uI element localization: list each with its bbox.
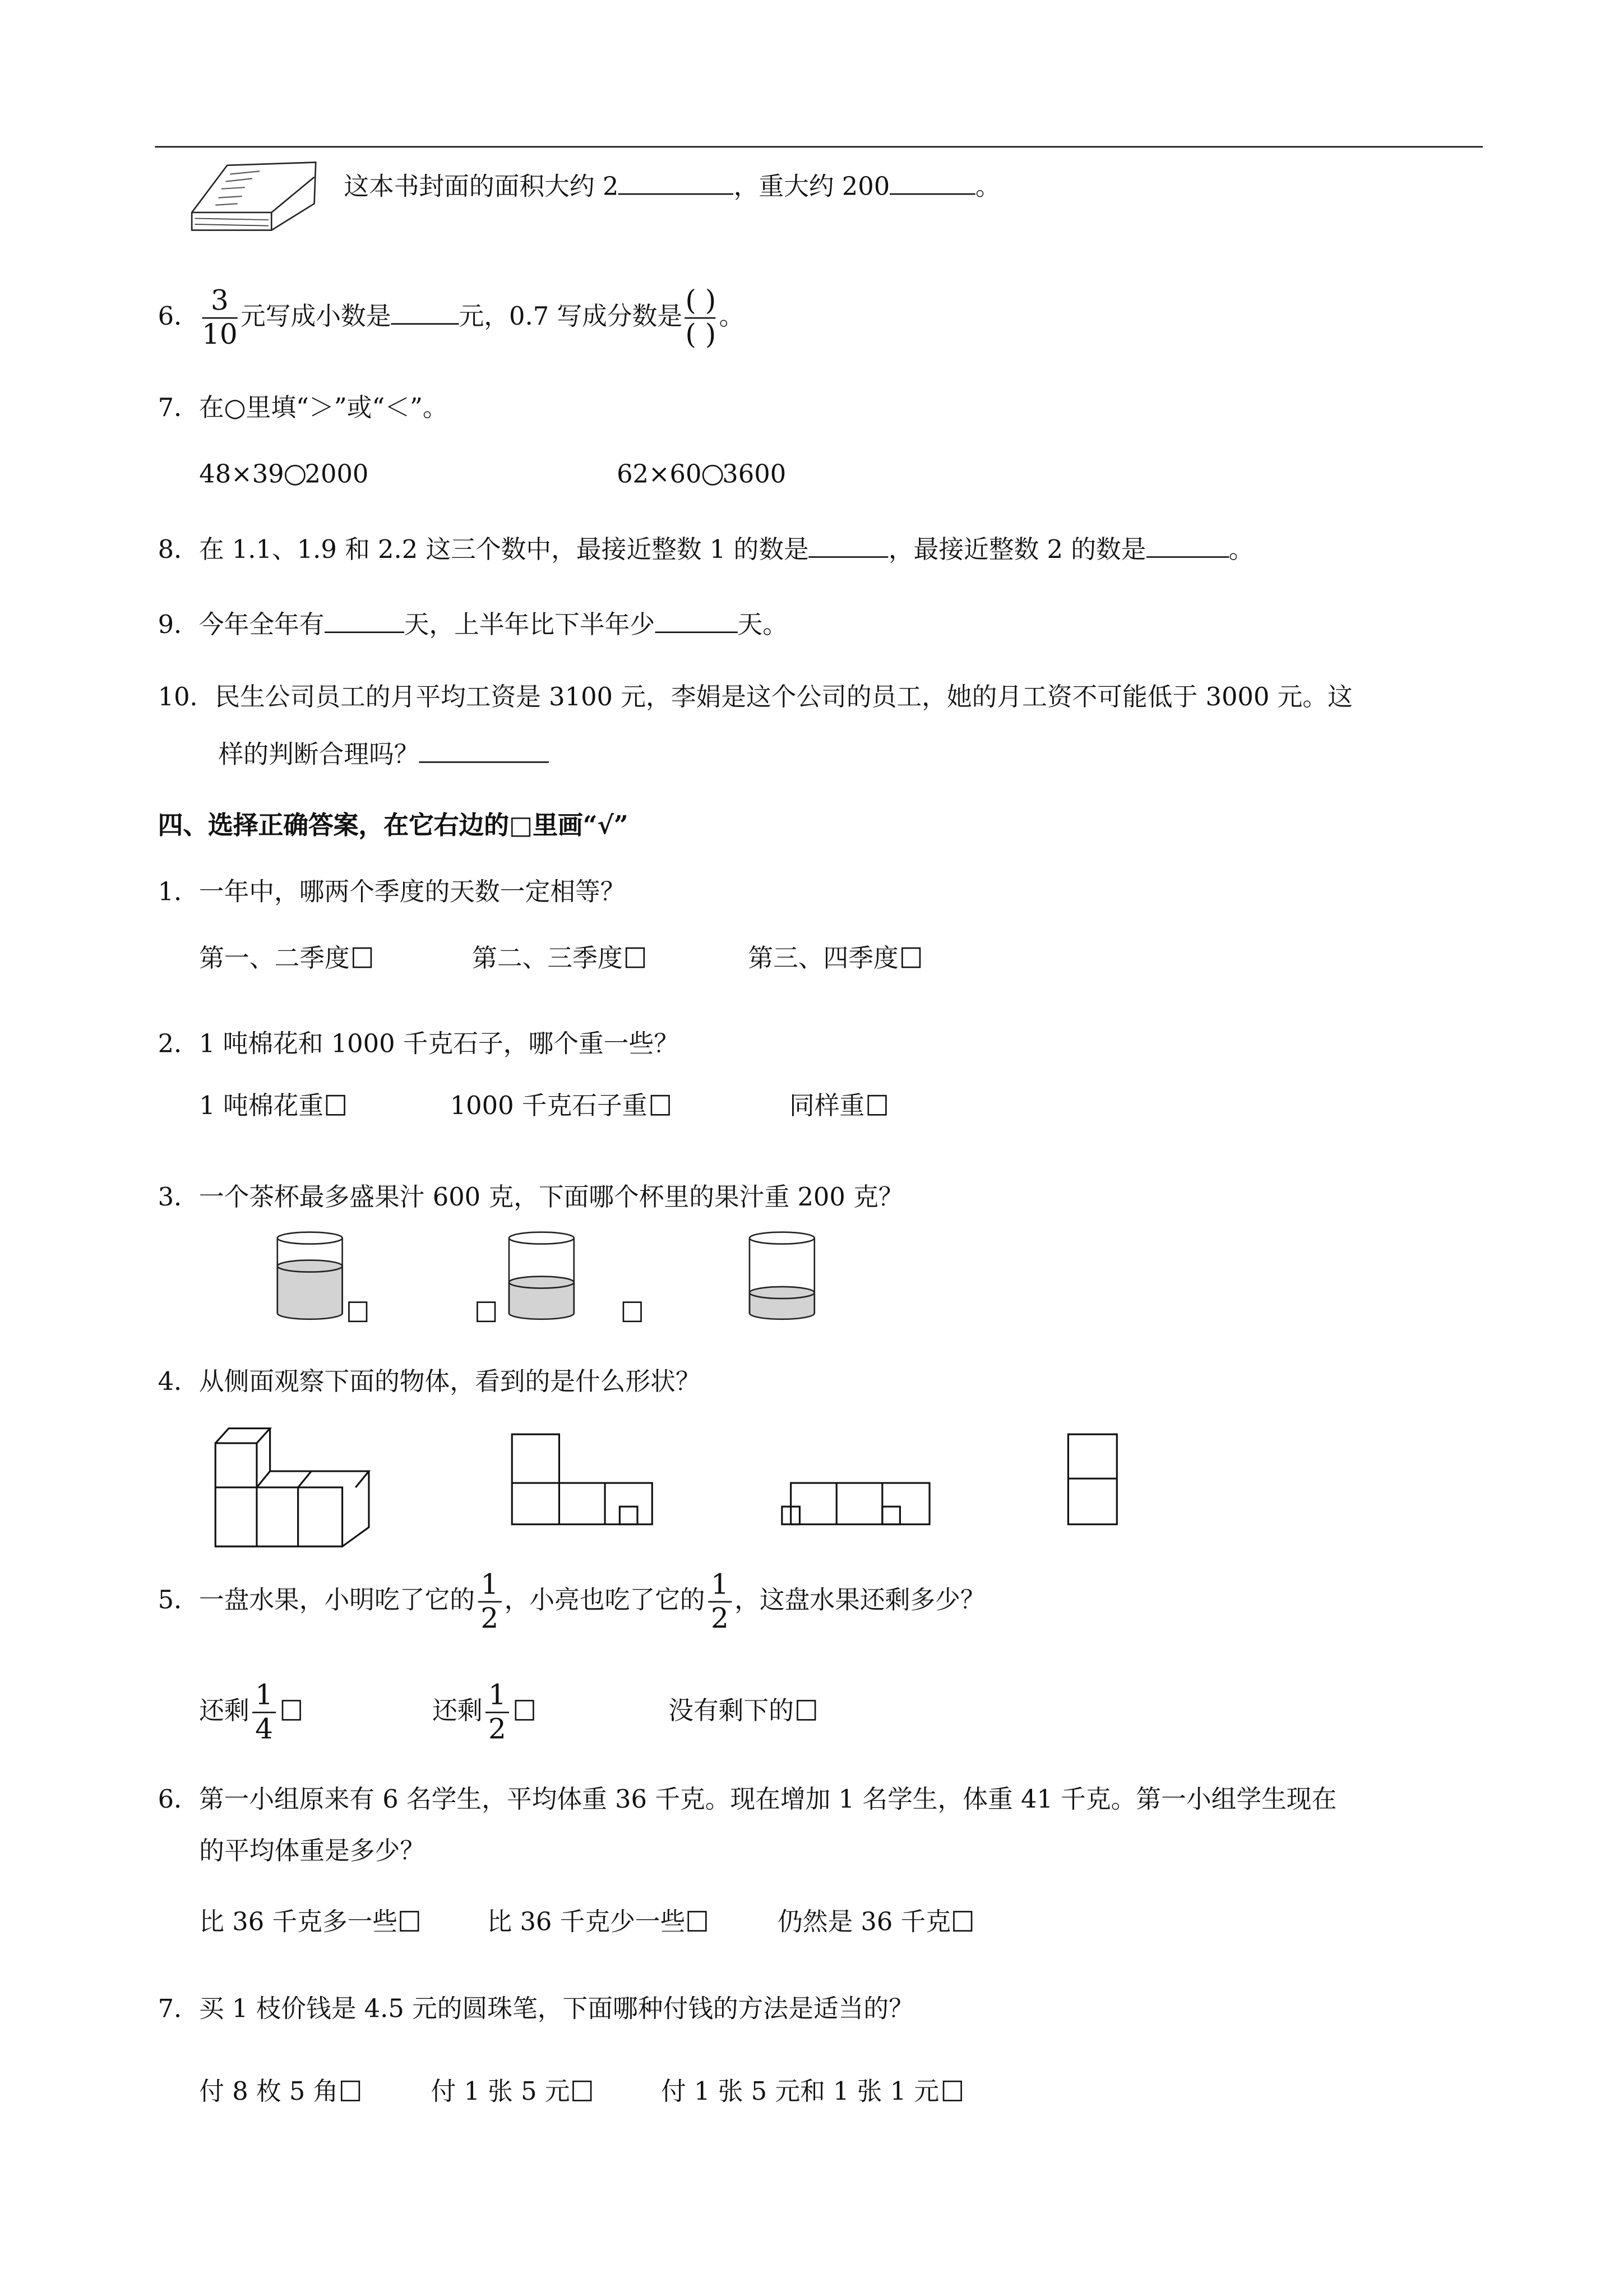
checkbox[interactable] (573, 2081, 592, 2101)
book-illustration (186, 159, 322, 236)
answer-blank[interactable] (419, 735, 549, 763)
checkbox[interactable] (688, 1911, 708, 1932)
option: 仍然是 36 千克 (778, 1905, 973, 1941)
answer-blank[interactable] (1146, 530, 1228, 558)
option: 1000 千克石子重 (450, 1089, 669, 1124)
checkbox[interactable] (326, 1095, 345, 1116)
option: 还剩 $\frac{1}{4}$ (199, 1675, 301, 1749)
compare-2: 62×60 3600 (617, 460, 787, 490)
checkbox[interactable] (348, 1301, 367, 1322)
option: 1 吨棉花重 (199, 1089, 345, 1124)
checkbox[interactable] (282, 1700, 301, 1721)
choice-6: 6．第一小组原来有 6 名学生，平均体重 36 千克。现在增加 1 名学生，体重 41 千克。第一小组学生现在 (158, 1785, 1337, 1815)
checkbox[interactable] (867, 1095, 886, 1116)
option: 付 1 张 5 元和 1 张 1 元 (661, 2075, 961, 2110)
checkbox[interactable] (515, 1700, 534, 1721)
question-10-cont: 样的判断合理吗？ (219, 735, 549, 770)
answer-blank[interactable] (325, 605, 404, 633)
question-10: 10．民生公司员工的月平均工资是 3100 元，李娟是这个公司的员工，她的月工资不可能低于 3000 元。这 (158, 683, 1353, 713)
cubes-illustration (206, 1417, 1136, 1557)
option: 比 36 千克少一些 (487, 1905, 707, 1941)
fraction-3-10: $\frac{3}{10}$ (202, 284, 238, 352)
answer-blank[interactable] (655, 605, 737, 633)
option: 第二、三季度 (472, 941, 645, 977)
option: 没有剩下的 (668, 1694, 816, 1729)
section-4-title: 四、选择正确答案，在它右边的□里画“√” (158, 811, 628, 842)
option: 比 36 千克多一些 (199, 1905, 419, 1941)
circle-blank[interactable] (284, 465, 305, 486)
choice-6-cont: 的平均体重是多少？ (199, 1837, 425, 1867)
option: 第一、二季度 (199, 941, 372, 977)
option: 还剩 $\frac{1}{2}$ (432, 1675, 534, 1749)
solid-figure (215, 1429, 369, 1547)
answer-blank[interactable] (809, 530, 889, 558)
checkbox[interactable] (942, 2081, 961, 2101)
question-9: 9．今年全年有 天，上半年比下半年少 天。 (158, 605, 788, 640)
option: 第三、四季度 (748, 941, 921, 977)
choice-1: 1．一年中，哪两个季度的天数一定相等？ (158, 877, 626, 908)
checkbox[interactable] (353, 948, 372, 968)
cup-1 (278, 1232, 343, 1319)
decimal-blank[interactable] (391, 297, 459, 325)
cup-2 (509, 1232, 574, 1319)
choice-7: 7．买 1 枝价钱是 4.5 元的圆珠笔，下面哪种付钱的方法是适当的？ (158, 1995, 914, 2025)
fraction-half: $\frac{1}{2}$ (478, 1569, 501, 1635)
checkbox[interactable] (477, 1301, 496, 1322)
book-question: 这本书封面的面积大约 2 ，重大约 200 。 (344, 167, 1000, 202)
compare-1: 48×39 2000 (199, 460, 369, 490)
checkbox[interactable] (341, 2081, 360, 2101)
checkbox[interactable] (954, 1911, 973, 1932)
view-b (782, 1483, 930, 1524)
area-unit-blank[interactable] (618, 167, 733, 195)
choice-2: 2．1 吨棉花和 1000 千克石子，哪个重一些？ (158, 1029, 679, 1060)
circle-blank[interactable] (701, 465, 722, 486)
fraction-answer[interactable]: $\frac{( )}{( )}$ (685, 284, 716, 352)
checkbox[interactable] (400, 1911, 419, 1932)
weight-unit-blank[interactable] (890, 167, 975, 195)
header-rule (155, 146, 1483, 148)
checkbox[interactable] (901, 948, 921, 968)
choice-4: 4．从侧面观察下面的物体，看到的是什么形状？ (158, 1368, 701, 1398)
choice-3: 3．一个茶杯最多盛果汁 600 克，下面哪个杯里的果汁重 200 克？ (158, 1183, 904, 1213)
option: 同样重 (789, 1089, 887, 1124)
question-7: 7．在○里填“＞”或“＜”。 (158, 394, 448, 424)
checkbox[interactable] (623, 1301, 642, 1322)
view-c (1068, 1434, 1117, 1524)
question-6: 6． $\frac{3}{10}$ 元写成小数是 元，0.7 写成分数是 $\frac{( )}{( )}$ 。 (158, 284, 745, 352)
fraction-half: $\frac{1}{2}$ (708, 1569, 732, 1635)
question-8: 8．在 1.1、1.9 和 2.2 这三个数中，最接近整数 1 的数是 ，最接近整数 2 的数是 。 (158, 530, 1254, 565)
view-a (512, 1434, 652, 1524)
checkbox[interactable] (650, 1095, 669, 1116)
choice-5: 5．一盘水果，小明吃了它的 $\frac{1}{2}$ ，小亮也吃了它的 $\frac{1}{2}$ ，这盘水果还剩多少？ (158, 1568, 986, 1636)
option: 付 1 张 5 元 (431, 2075, 592, 2110)
cup-3 (750, 1232, 815, 1319)
checkbox[interactable] (797, 1700, 816, 1721)
option: 付 8 枚 5 角 (199, 2075, 360, 2110)
checkbox[interactable] (626, 948, 645, 968)
